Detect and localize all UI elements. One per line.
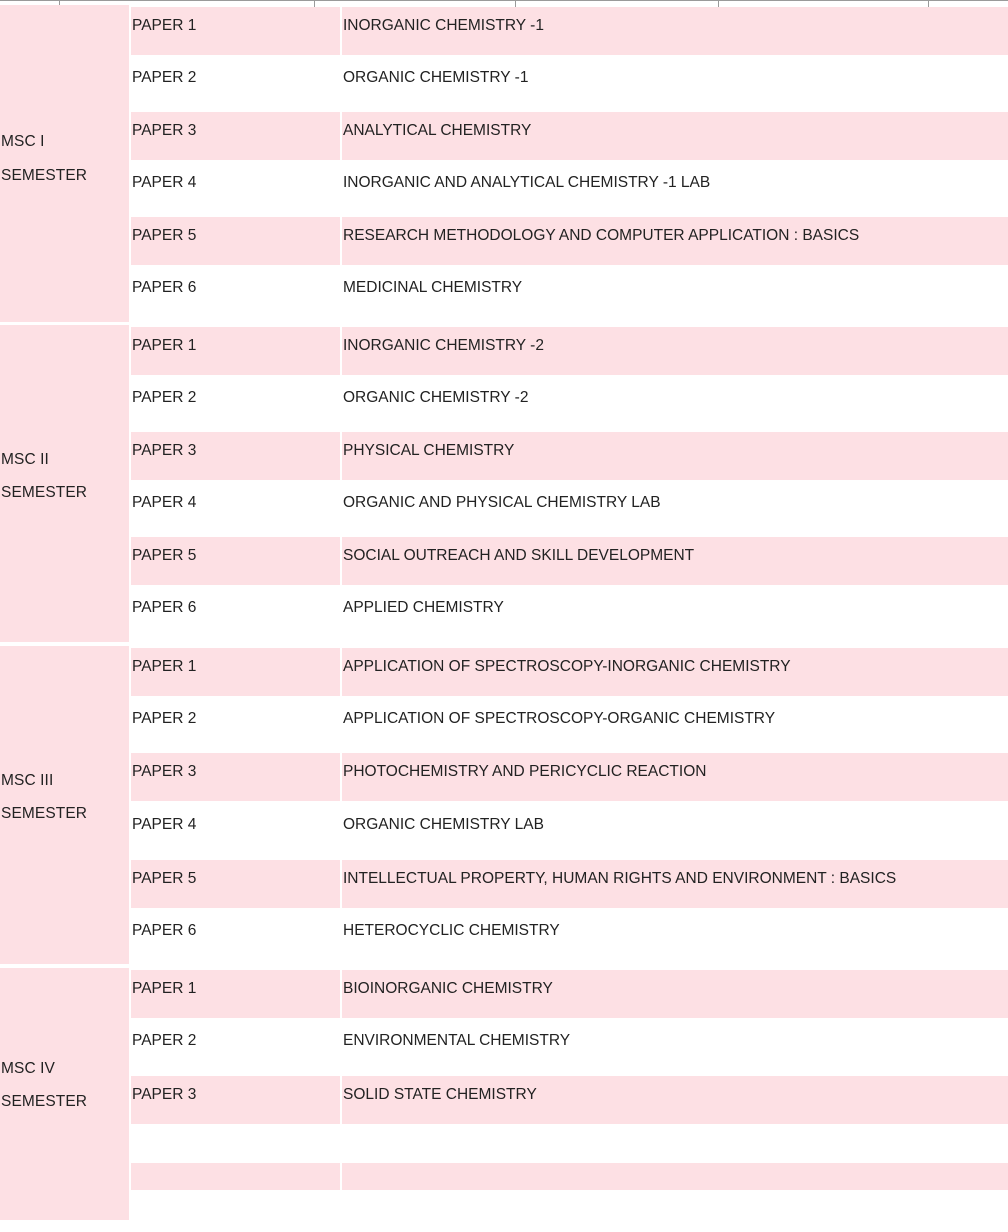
paper-number: PAPER 1 — [132, 658, 197, 675]
subject-name: ORGANIC CHEMISTRY -1 — [343, 69, 529, 86]
subject-cell — [342, 537, 1008, 585]
table-row — [129, 5, 1008, 57]
empty-table-row — [129, 1163, 1008, 1190]
paper-cell — [131, 59, 340, 107]
semester-block-msc-1 — [0, 5, 129, 322]
paper-cell — [131, 589, 340, 637]
subject-cell — [342, 484, 1008, 532]
paper-cell — [131, 700, 340, 748]
table-row — [129, 430, 1008, 482]
subject-cell — [342, 379, 1008, 427]
paper-cell — [131, 1022, 340, 1070]
paper-cell — [131, 648, 340, 696]
paper-cell — [131, 860, 340, 908]
subject-cell — [342, 432, 1008, 480]
semester-suffix: SEMESTER — [1, 167, 88, 184]
paper-number: PAPER 2 — [132, 1032, 197, 1049]
table-row — [129, 910, 1008, 962]
subject-cell — [342, 59, 1008, 107]
semester-name: MSC II — [1, 451, 49, 468]
paper-cell — [131, 379, 340, 427]
paper-number: PAPER 1 — [132, 17, 197, 34]
paper-cell — [131, 217, 340, 265]
table-row — [129, 377, 1008, 429]
paper-cell — [131, 7, 340, 55]
paper-number: PAPER 2 — [132, 710, 197, 727]
subject-cell — [342, 860, 1008, 908]
paper-number: PAPER 2 — [132, 389, 197, 406]
subject-name: ORGANIC CHEMISTRY -2 — [343, 389, 529, 406]
paper-number: PAPER 2 — [132, 69, 197, 86]
subject-name: ORGANIC CHEMISTRY LAB — [343, 816, 544, 833]
paper-number: PAPER 4 — [132, 494, 197, 511]
paper-cell — [131, 484, 340, 532]
subject-cell — [342, 970, 1008, 1018]
paper-cell — [131, 912, 340, 960]
empty-cell — [342, 1163, 1008, 1190]
subject-name: RESEARCH METHODOLOGY AND COMPUTER APPLICATION : BASICS — [343, 227, 860, 244]
paper-number: PAPER 5 — [132, 547, 197, 564]
paper-cell — [131, 112, 340, 160]
paper-cell — [131, 269, 340, 317]
table-row — [129, 1074, 1008, 1126]
paper-number: PAPER 3 — [132, 122, 197, 139]
subject-name: APPLICATION OF SPECTROSCOPY-ORGANIC CHEMISTRY — [343, 710, 776, 727]
subject-name: SOLID STATE CHEMISTRY — [343, 1086, 537, 1103]
paper-number: PAPER 5 — [132, 227, 197, 244]
subject-cell — [342, 217, 1008, 265]
semester-name: MSC I — [1, 133, 45, 150]
paper-cell — [131, 970, 340, 1018]
subject-name: SOCIAL OUTREACH AND SKILL DEVELOPMENT — [343, 547, 695, 564]
table-row — [129, 804, 1008, 856]
subject-cell — [342, 7, 1008, 55]
table-row — [129, 858, 1008, 910]
subject-name: INTELLECTUAL PROPERTY, HUMAN RIGHTS AND ENVIRONMENT : BASICS — [343, 870, 897, 887]
semester-block-msc-3 — [0, 646, 129, 964]
table-row — [129, 1020, 1008, 1072]
semester-suffix: SEMESTER — [1, 484, 88, 501]
paper-number: PAPER 1 — [132, 337, 197, 354]
subject-cell — [342, 112, 1008, 160]
paper-number: PAPER 1 — [132, 980, 197, 997]
subject-cell — [342, 164, 1008, 212]
paper-number: PAPER 5 — [132, 870, 197, 887]
subject-name: APPLIED CHEMISTRY — [343, 599, 504, 616]
subject-name: PHOTOCHEMISTRY AND PERICYCLIC REACTION — [343, 763, 707, 780]
subject-name: ORGANIC AND PHYSICAL CHEMISTRY LAB — [343, 494, 661, 511]
table-row — [129, 587, 1008, 639]
semester-block-msc-4 — [0, 968, 129, 1220]
empty-cell — [131, 1163, 340, 1190]
table-row — [129, 968, 1008, 1020]
subject-name: ANALYTICAL CHEMISTRY — [343, 122, 532, 139]
subject-cell — [342, 327, 1008, 375]
paper-cell — [131, 806, 340, 854]
table-row — [129, 482, 1008, 534]
subject-name: INORGANIC CHEMISTRY -2 — [343, 337, 544, 354]
subject-name: MEDICINAL CHEMISTRY — [343, 279, 523, 296]
subject-cell — [342, 700, 1008, 748]
subject-cell — [342, 912, 1008, 960]
paper-cell — [131, 432, 340, 480]
table-row — [129, 698, 1008, 750]
paper-number: PAPER 3 — [132, 442, 197, 459]
paper-cell — [131, 753, 340, 801]
subject-name: HETEROCYCLIC CHEMISTRY — [343, 922, 560, 939]
subject-name: INORGANIC CHEMISTRY -1 — [343, 17, 544, 34]
paper-number: PAPER 6 — [132, 279, 197, 296]
subject-cell — [342, 806, 1008, 854]
paper-number: PAPER 3 — [132, 1086, 197, 1103]
subject-cell — [342, 269, 1008, 317]
paper-cell — [131, 327, 340, 375]
table-row — [129, 215, 1008, 267]
subject-name: BIOINORGANIC CHEMISTRY — [343, 980, 553, 997]
paper-cell — [131, 537, 340, 585]
paper-number: PAPER 6 — [132, 922, 197, 939]
subject-name: INORGANIC AND ANALYTICAL CHEMISTRY -1 LAB — [343, 174, 711, 191]
subject-name: ENVIRONMENTAL CHEMISTRY — [343, 1032, 571, 1049]
paper-number: PAPER 3 — [132, 763, 197, 780]
semester-suffix: SEMESTER — [1, 805, 88, 822]
paper-cell — [131, 164, 340, 212]
table-row — [129, 110, 1008, 162]
table-row — [129, 267, 1008, 319]
paper-number: PAPER 4 — [132, 816, 197, 833]
table-row — [129, 325, 1008, 377]
semester-block-msc-2 — [0, 325, 129, 642]
semester-suffix: SEMESTER — [1, 1093, 88, 1110]
semester-name: MSC III — [1, 772, 54, 789]
table-row — [129, 646, 1008, 698]
subject-cell — [342, 648, 1008, 696]
subject-cell — [342, 753, 1008, 801]
semester-name: MSC IV — [1, 1060, 55, 1077]
subject-cell — [342, 1076, 1008, 1124]
subject-name: PHYSICAL CHEMISTRY — [343, 442, 515, 459]
table-row — [129, 535, 1008, 587]
paper-number: PAPER 4 — [132, 174, 197, 191]
paper-cell — [131, 1076, 340, 1124]
subject-name: APPLICATION OF SPECTROSCOPY-INORGANIC CHEMISTRY — [343, 658, 791, 675]
table-row — [129, 162, 1008, 214]
table-row — [129, 57, 1008, 109]
table-row — [129, 751, 1008, 803]
subject-cell — [342, 1022, 1008, 1070]
paper-number: PAPER 6 — [132, 599, 197, 616]
subject-cell — [342, 589, 1008, 637]
